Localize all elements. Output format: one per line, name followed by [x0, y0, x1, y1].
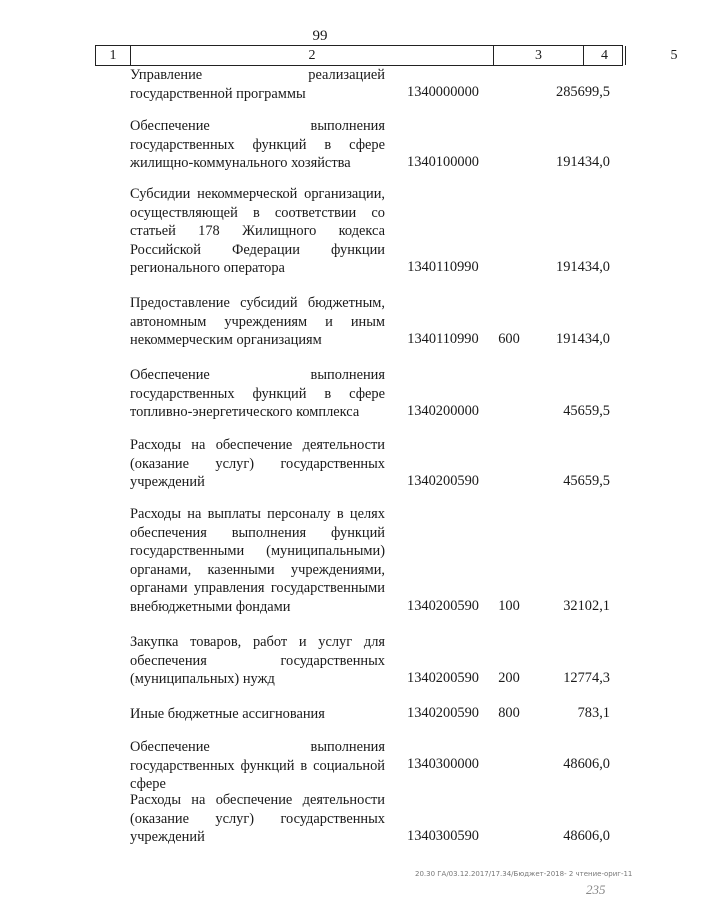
- row-code: 1340110990: [407, 331, 479, 347]
- row-code: 1340200590: [407, 705, 479, 721]
- row-amount: 783,1: [577, 705, 610, 721]
- header-col-2: 2: [131, 46, 494, 65]
- row-amount: 48606,0: [563, 756, 610, 772]
- row-description: Обеспечение выполнения государственных функций в сфере жилищно-коммунального хозяйства: [130, 118, 385, 172]
- header-col-5: 5: [670, 48, 678, 63]
- document-stamp: 20.30 ГА/03.12.2017/17.34/Бюджет-2018- 2 чтение-ориг-11: [415, 870, 633, 878]
- row-type: 200: [498, 670, 520, 686]
- row-amount: 45659,5: [563, 403, 610, 419]
- row-amount: 191434,0: [556, 331, 610, 347]
- row-code: 1340300000: [407, 756, 479, 772]
- row-code: 1340300590: [407, 828, 479, 844]
- row-description: Управление реализацией государственной программы: [130, 67, 385, 102]
- row-amount: 45659,5: [563, 473, 610, 489]
- row-description: Субсидии некоммерческой организации, осуществляющей в соответствии со статьей 178 Жилищного кодекса Российской Федерации функции регионального оператора: [130, 186, 385, 277]
- page-number: 99: [312, 28, 328, 44]
- row-description: Закупка товаров, работ и услуг для обеспечения государственных (муниципальных) нужд: [130, 634, 385, 688]
- header-col-4: 4: [584, 46, 626, 65]
- row-type: 100: [498, 598, 520, 614]
- row-amount: 191434,0: [556, 154, 610, 170]
- row-amount: 32102,1: [563, 598, 610, 614]
- row-code: 1340200590: [407, 598, 479, 614]
- row-amount: 191434,0: [556, 259, 610, 275]
- header-col-3: 3: [494, 46, 584, 65]
- row-description: Обеспечение выполнения государственных функций в сфере топливно-энергетического комплекса: [130, 367, 385, 421]
- row-description: Обеспечение выполнения государственных функций в социальной сфере: [130, 739, 385, 793]
- row-type: 600: [498, 331, 520, 347]
- header-col-1: 1: [96, 46, 131, 65]
- sheet-number: 235: [586, 882, 606, 897]
- row-amount: 12774,3: [563, 670, 610, 686]
- row-code: 1340200590: [407, 670, 479, 686]
- row-type: 800: [498, 705, 520, 721]
- row-code: 1340200590: [407, 473, 479, 489]
- row-description: Иные бюджетные ассигнования: [130, 706, 325, 722]
- row-amount: 48606,0: [563, 828, 610, 844]
- row-code: 1340200000: [407, 403, 479, 419]
- row-code: 1340100000: [407, 154, 479, 170]
- row-code: 1340110990: [407, 259, 479, 275]
- row-description: Расходы на обеспечение деятельности (оказание услуг) государственных учреждений: [130, 792, 385, 846]
- row-description: Расходы на выплаты персоналу в целях обеспечения выполнения функций государственными (муниципальными) органами, казенными учреждениями, органами управления государственными внебюджетными фондами: [130, 506, 385, 615]
- table-header: [95, 45, 678, 66]
- row-description: Расходы на обеспечение деятельности (оказание услуг) государственных учреждений: [130, 437, 385, 491]
- row-code: 1340000000: [407, 84, 479, 100]
- row-amount: 285699,5: [556, 84, 610, 100]
- row-description: Предоставление субсидий бюджетным, автономным учреждениям и иным некоммерческим организациям: [130, 295, 385, 349]
